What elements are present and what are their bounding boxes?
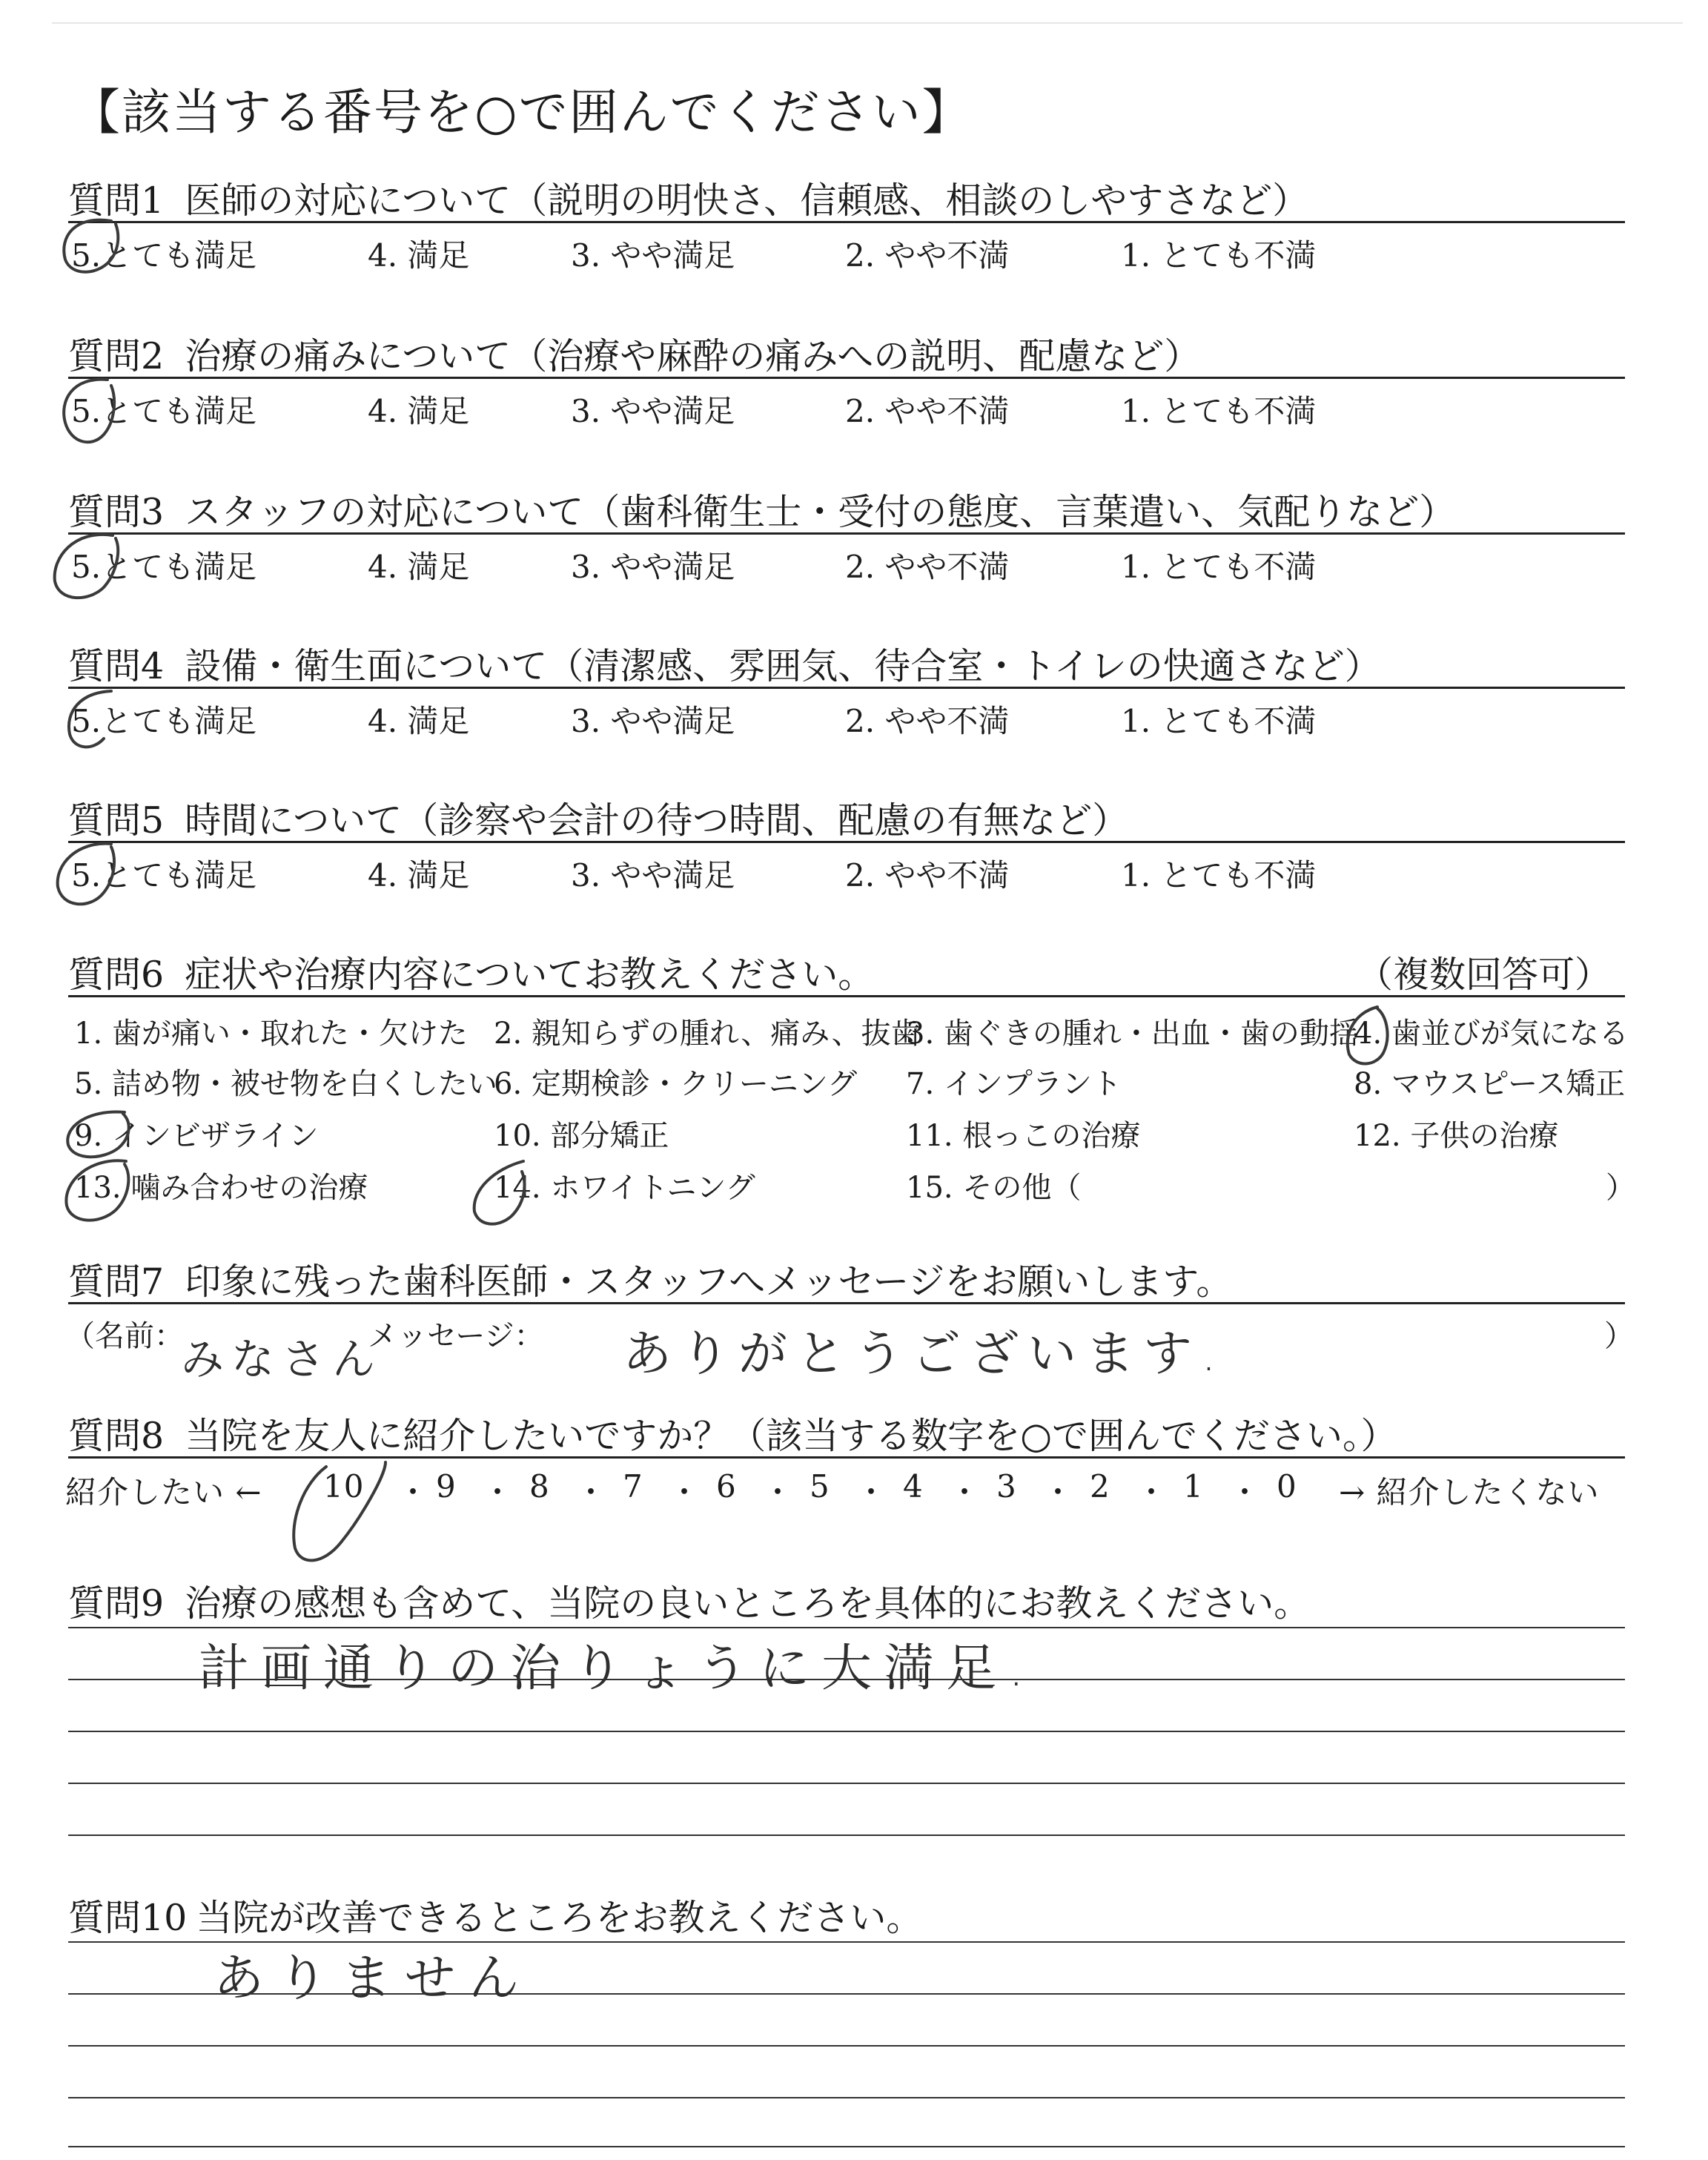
question-5-number: 質問5	[68, 799, 165, 842]
q8-value-2[interactable]: 2	[1090, 1468, 1110, 1505]
question-10-text: 当院が改善できるところをお教えください。	[196, 1897, 923, 1939]
scan-edge-line	[52, 22, 1683, 24]
q8-value-1[interactable]: 1	[1183, 1468, 1204, 1505]
q6-item-4[interactable]: 4. 歯並びが気になる	[1354, 1017, 1629, 1051]
q6-item-14[interactable]: 14. ホワイトニング	[494, 1171, 755, 1205]
q6-item-9[interactable]: 9. インビザライン	[74, 1119, 319, 1153]
question-9-text: 治療の感想も含めて、当院の良いところを具体的にお教えください。	[185, 1582, 1311, 1625]
q8-separator: ・	[482, 1474, 514, 1510]
q4-option-3[interactable]: 3. やや満足	[571, 703, 735, 739]
q6-item-3[interactable]: 3. 歯ぐきの腫れ・出血・歯の動揺	[906, 1017, 1359, 1051]
q8-separator: ・	[397, 1474, 430, 1510]
q6-item-10[interactable]: 10. 部分矯正	[494, 1119, 669, 1153]
question-4-rule	[68, 687, 1625, 689]
question-1-rule	[68, 221, 1625, 223]
q6-item-15-close: ）	[1606, 1171, 1635, 1205]
question-1-text: 医師の対応について（説明の明快さ、信頼感、相談のしやすさなど）	[185, 179, 1309, 222]
q6-item-12[interactable]: 12. 子供の治療	[1354, 1119, 1559, 1153]
q7-message-label: メッセージ：	[368, 1319, 544, 1353]
q8-value-3[interactable]: 3	[996, 1468, 1017, 1505]
question-4-number: 質問4	[68, 645, 165, 687]
q8-value-5[interactable]: 5	[810, 1468, 830, 1505]
q8-value-7[interactable]: 7	[623, 1468, 643, 1505]
question-2-text: 治療の痛みについて（治療や麻酔の痛みへの説明、配慮など）	[185, 335, 1201, 377]
question-7-rule	[68, 1302, 1625, 1304]
q2-option-4[interactable]: 4. 満足	[368, 393, 470, 429]
question-4-text: 設備・衛生面について（清潔感、雰囲気、待合室・トイレの快適さなど）	[185, 645, 1381, 687]
question-8-title	[68, 1407, 1397, 1459]
q7-name-label: （名前：	[65, 1319, 184, 1353]
q6-item-5[interactable]: 5. 詰め物・被せ物を白くしたい	[74, 1067, 497, 1101]
q8-separator: ・	[762, 1474, 795, 1510]
question-6-note: （複数回答可）	[1357, 954, 1612, 996]
question-5-title	[68, 792, 1128, 844]
q5-option-3[interactable]: 3. やや満足	[571, 857, 735, 894]
question-5-rule	[68, 841, 1625, 843]
q6-item-8[interactable]: 8. マウスピース矯正	[1354, 1067, 1626, 1101]
q1-option-1[interactable]: 1. とても不満	[1121, 237, 1317, 274]
question-7-title	[68, 1253, 1232, 1305]
q8-separator: ・	[855, 1474, 888, 1510]
q8-value-9[interactable]: 9	[436, 1468, 457, 1505]
q8-separator: ・	[1042, 1474, 1075, 1510]
q3-option-1[interactable]: 1. とても不満	[1121, 549, 1317, 585]
q3-option-2[interactable]: 2. やや不満	[845, 549, 1010, 585]
q4-option-5[interactable]: 5.とても満足	[71, 703, 257, 739]
q7-name-field[interactable]: みなさん	[181, 1334, 383, 1384]
q6-item-7[interactable]: 7. インプラント	[906, 1067, 1122, 1101]
question-10-title	[68, 1889, 922, 1941]
q6-item-1[interactable]: 1. 歯が痛い・取れた・欠けた	[74, 1017, 468, 1051]
q2-option-2[interactable]: 2. やや不満	[845, 393, 1010, 429]
q2-option-1[interactable]: 1. とても不満	[1121, 393, 1317, 429]
q8-value-0[interactable]: 0	[1277, 1468, 1297, 1505]
q10-answer-field[interactable]: ありません	[214, 1949, 533, 2008]
question-3-rule	[68, 532, 1625, 535]
q1-option-3[interactable]: 3. やや満足	[571, 237, 735, 274]
q8-right-label: → 紹介したくない	[1339, 1474, 1600, 1510]
q1-option-4[interactable]: 4. 満足	[368, 237, 470, 274]
q9-line-4	[68, 1783, 1625, 1784]
q9-line-3	[68, 1731, 1625, 1732]
q2-option-5[interactable]: 5.とても満足	[71, 393, 257, 429]
q5-option-5[interactable]: 5.とても満足	[71, 857, 257, 894]
question-2-number: 質問2	[68, 335, 165, 377]
q4-option-2[interactable]: 2. やや不満	[845, 703, 1010, 739]
question-9-title	[68, 1575, 1310, 1627]
q10-line-5	[68, 2146, 1625, 2147]
question-7-number: 質問7	[68, 1261, 165, 1303]
question-7-text: 印象に残った歯科医師・スタッフへメッセージをお願いします。	[185, 1261, 1233, 1303]
question-1-title	[68, 172, 1308, 224]
question-2-title	[68, 328, 1200, 380]
question-6-rule	[68, 995, 1625, 997]
q10-line-4	[68, 2097, 1625, 2098]
question-3-number: 質問3	[68, 491, 165, 533]
q4-option-4[interactable]: 4. 満足	[368, 703, 470, 739]
q3-option-5[interactable]: 5.とても満足	[71, 549, 257, 585]
q8-separator: ・	[575, 1474, 608, 1510]
question-8-rule	[68, 1456, 1625, 1459]
question-2-rule	[68, 377, 1625, 379]
question-1-number: 質問1	[68, 179, 165, 222]
q8-separator: ・	[1136, 1474, 1168, 1510]
q9-line-5	[68, 1834, 1625, 1836]
q6-item-2[interactable]: 2. 親知らずの腫れ、痛み、抜歯	[494, 1017, 921, 1051]
question-5-text: 時間について（診察や会計の待つ時間、配慮の有無など）	[185, 799, 1129, 842]
q8-separator: ・	[949, 1474, 982, 1510]
q1-option-5[interactable]: 5.とても満足	[71, 237, 257, 274]
q6-item-11[interactable]: 11. 根っこの治療	[906, 1119, 1141, 1153]
q8-left-label: 紹介したい ←	[65, 1474, 262, 1510]
q8-separator: ・	[1229, 1474, 1262, 1510]
question-3-text: スタッフの対応について（歯科衛生士・受付の態度、言葉遣い、気配りなど）	[185, 491, 1456, 533]
question-8-text: 当院を友人に紹介したいですか？（該当する数字を○で囲んでください。）	[185, 1415, 1397, 1457]
q8-value-6[interactable]: 6	[716, 1468, 737, 1505]
q2-option-3[interactable]: 3. やや満足	[571, 393, 735, 429]
question-9-number: 質問9	[68, 1582, 165, 1625]
question-10-number: 質問10	[68, 1897, 188, 1939]
q10-line-3	[68, 2045, 1625, 2047]
q6-item-15[interactable]: 15. その他（	[906, 1171, 1082, 1205]
q8-value-4[interactable]: 4	[903, 1468, 924, 1505]
q5-option-2[interactable]: 2. やや不満	[845, 857, 1010, 894]
q1-option-2[interactable]: 2. やや不満	[845, 237, 1010, 274]
q4-option-1[interactable]: 1. とても不満	[1121, 703, 1317, 739]
q8-separator: ・	[669, 1474, 701, 1510]
q8-value-8[interactable]: 8	[529, 1468, 550, 1505]
q7-message-field[interactable]: ありがとうございます.	[623, 1325, 1225, 1382]
q6-item-6[interactable]: 6. 定期検診・クリーニング	[494, 1067, 858, 1101]
q5-option-1[interactable]: 1. とても不満	[1121, 857, 1317, 894]
q3-option-4[interactable]: 4. 満足	[368, 549, 470, 585]
q6-item-13[interactable]: 13. 噛み合わせの治療	[74, 1171, 368, 1205]
form-title: 【該当する番号を○で囲んでください】	[71, 84, 973, 141]
q7-close-paren: ）	[1604, 1319, 1634, 1353]
question-6-number: 質問6	[68, 954, 165, 996]
question-6-title	[68, 946, 874, 998]
q8-value-10[interactable]: 10	[323, 1468, 365, 1505]
question-6-text: 症状や治療内容についてお教えください。	[185, 954, 875, 996]
question-3-title	[68, 483, 1455, 535]
question-4-title	[68, 638, 1381, 690]
q3-option-3[interactable]: 3. やや満足	[571, 549, 735, 585]
q9-answer-field[interactable]: 計画通りの治りょうに大満足.	[199, 1639, 1036, 1698]
q5-option-4[interactable]: 4. 満足	[368, 857, 470, 894]
question-8-number: 質問8	[68, 1415, 165, 1457]
